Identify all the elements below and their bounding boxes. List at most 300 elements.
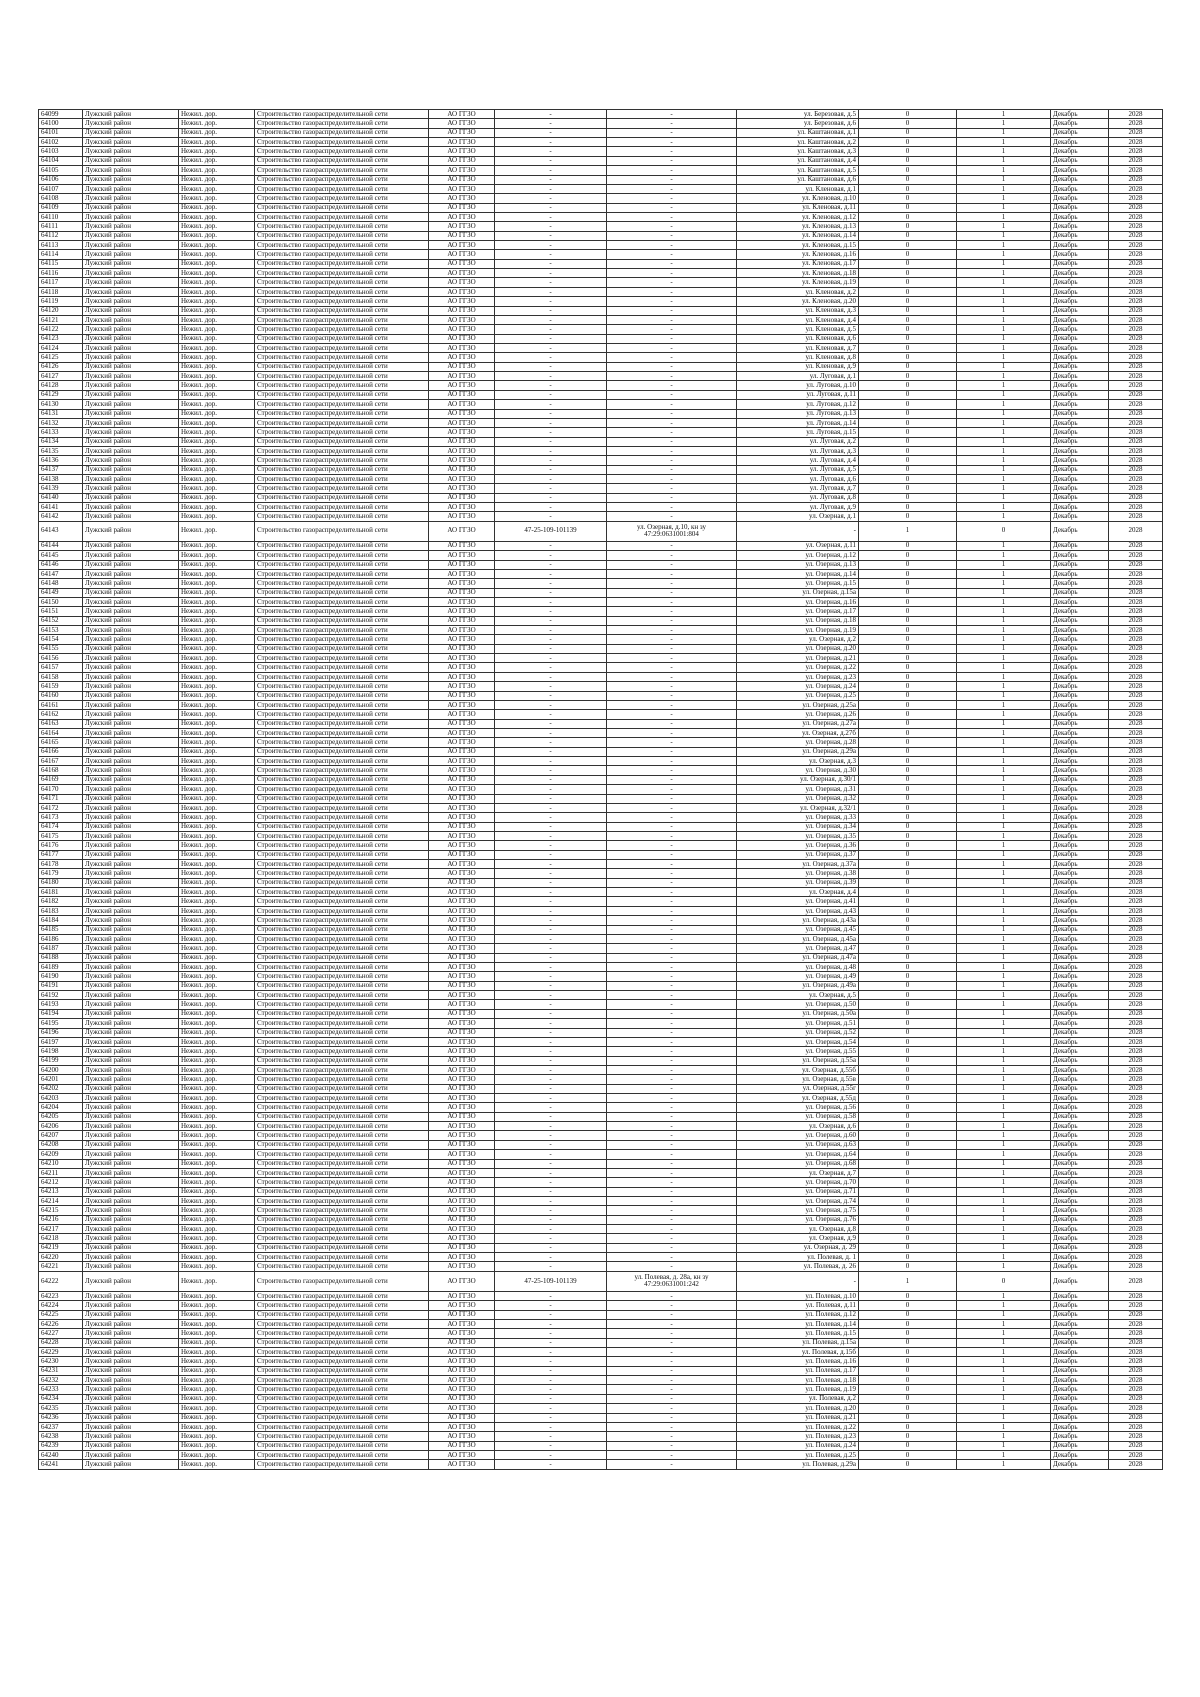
month-cell: Декабрь: [1051, 1103, 1109, 1112]
table-row: [39, 635, 1163, 644]
value-b-cell: 1: [957, 1019, 1051, 1028]
cadastral-cell: -: [607, 446, 737, 455]
month-cell: Декабрь: [1051, 803, 1109, 812]
work-type-cell: Строительство газораспределительной сети: [255, 512, 429, 521]
address-cell: ул. Луговая, д.3: [737, 446, 859, 455]
cadastral-cell: -: [607, 1243, 737, 1252]
value-a-cell: 0: [859, 1140, 957, 1149]
district-cell: Лужский район: [83, 1376, 179, 1385]
organization-cell: АО ГГЗО: [429, 1413, 495, 1422]
value-a-cell: 1: [859, 521, 957, 541]
month-cell: Декабрь: [1051, 166, 1109, 175]
value-b-cell: 1: [957, 315, 1051, 324]
row-id-cell: 64218: [39, 1234, 83, 1243]
year-cell: 2028: [1109, 428, 1163, 437]
value-a-cell: 0: [859, 766, 957, 775]
month-cell: Декабрь: [1051, 409, 1109, 418]
month-cell: Декабрь: [1051, 1329, 1109, 1338]
address-cell: ул. Озерная, д.60: [737, 1131, 859, 1140]
code-cell: -: [495, 962, 607, 971]
organization-cell: АО ГГЗО: [429, 343, 495, 352]
table-row: [39, 353, 1163, 362]
month-cell: Декабрь: [1051, 635, 1109, 644]
table-row: [39, 860, 1163, 869]
value-b-cell: 1: [957, 841, 1051, 850]
month-cell: Декабрь: [1051, 588, 1109, 597]
month-cell: Декабрь: [1051, 962, 1109, 971]
code-cell: -: [495, 278, 607, 287]
district-cell: Лужский район: [83, 521, 179, 541]
category-cell: Нежил. дор.: [179, 269, 255, 278]
row-id-cell: 64102: [39, 138, 83, 147]
code-cell: -: [495, 156, 607, 165]
year-cell: 2028: [1109, 635, 1163, 644]
month-cell: Декабрь: [1051, 1301, 1109, 1310]
month-cell: Декабрь: [1051, 579, 1109, 588]
cadastral-cell: -: [607, 1404, 737, 1413]
month-cell: Декабрь: [1051, 691, 1109, 700]
month-cell: Декабрь: [1051, 475, 1109, 484]
work-type-cell: Строительство газораспределительной сети: [255, 579, 429, 588]
year-cell: 2028: [1109, 1178, 1163, 1187]
month-cell: Декабрь: [1051, 1206, 1109, 1215]
row-id-cell: 64182: [39, 897, 83, 906]
work-type-cell: Строительство газораспределительной сети: [255, 156, 429, 165]
address-cell: ул. Озерная, д.32/1: [737, 803, 859, 812]
code-cell: -: [495, 1422, 607, 1431]
row-id-cell: 64184: [39, 916, 83, 925]
category-cell: Нежил. дор.: [179, 1187, 255, 1196]
month-cell: Декабрь: [1051, 1357, 1109, 1366]
table-row: [39, 156, 1163, 165]
district-cell: Лужский район: [83, 551, 179, 560]
month-cell: Декабрь: [1051, 747, 1109, 756]
organization-cell: АО ГГЗО: [429, 1262, 495, 1271]
value-b-cell: 1: [957, 166, 1051, 175]
table-row: [39, 362, 1163, 371]
cadastral-cell: -: [607, 644, 737, 653]
code-cell: -: [495, 691, 607, 700]
year-cell: 2028: [1109, 897, 1163, 906]
value-a-cell: 0: [859, 1094, 957, 1103]
month-cell: Декабрь: [1051, 390, 1109, 399]
row-id-cell: 64135: [39, 446, 83, 455]
work-type-cell: Строительство газораспределительной сети: [255, 484, 429, 493]
address-cell: ул. Озерная, д.9: [737, 1234, 859, 1243]
cadastral-cell: -: [607, 1460, 737, 1469]
table-row: [39, 906, 1163, 915]
address-cell: ул. Луговая, д.5: [737, 465, 859, 474]
table-row: [39, 738, 1163, 747]
row-id-cell: 64155: [39, 644, 83, 653]
row-id-cell: 64209: [39, 1150, 83, 1159]
value-b-cell: 1: [957, 325, 1051, 334]
district-cell: Лужский район: [83, 1056, 179, 1065]
row-id-cell: 64165: [39, 738, 83, 747]
row-id-cell: 64151: [39, 607, 83, 616]
organization-cell: АО ГГЗО: [429, 1404, 495, 1413]
work-type-cell: Строительство газораспределительной сети: [255, 785, 429, 794]
table-row: [39, 1150, 1163, 1159]
year-cell: 2028: [1109, 1019, 1163, 1028]
work-type-cell: Строительство газораспределительной сети: [255, 287, 429, 296]
category-cell: Нежил. дор.: [179, 682, 255, 691]
organization-cell: АО ГГЗО: [429, 409, 495, 418]
cadastral-cell: -: [607, 119, 737, 128]
address-cell: ул. Луговая, д.2: [737, 437, 859, 446]
code-cell: -: [495, 175, 607, 184]
organization-cell: АО ГГЗО: [429, 175, 495, 184]
code-cell: -: [495, 1159, 607, 1168]
address-cell: ул. Березовая, д.5: [737, 110, 859, 119]
work-type-cell: Строительство газораспределительной сети: [255, 1376, 429, 1385]
cadastral-cell: -: [607, 1338, 737, 1347]
cadastral-cell: -: [607, 719, 737, 728]
month-cell: Декабрь: [1051, 663, 1109, 672]
value-a-cell: 0: [859, 110, 957, 119]
month-cell: Декабрь: [1051, 1122, 1109, 1131]
organization-cell: АО ГГЗО: [429, 119, 495, 128]
row-id-cell: 64114: [39, 250, 83, 259]
cadastral-cell: -: [607, 794, 737, 803]
cadastral-cell: -: [607, 897, 737, 906]
value-b-cell: 1: [957, 409, 1051, 418]
table-row: [39, 1348, 1163, 1357]
code-cell: -: [495, 315, 607, 324]
year-cell: 2028: [1109, 362, 1163, 371]
district-cell: Лужский район: [83, 607, 179, 616]
address-cell: ул. Полевая, д.15: [737, 1329, 859, 1338]
row-id-cell: 64149: [39, 588, 83, 597]
value-b-cell: 1: [957, 953, 1051, 962]
category-cell: Нежил. дор.: [179, 1271, 255, 1291]
district-cell: Лужский район: [83, 503, 179, 512]
category-cell: Нежил. дор.: [179, 446, 255, 455]
district-cell: Лужский район: [83, 353, 179, 362]
category-cell: Нежил. дор.: [179, 250, 255, 259]
organization-cell: АО ГГЗО: [429, 1019, 495, 1028]
value-a-cell: 0: [859, 1196, 957, 1205]
code-cell: -: [495, 588, 607, 597]
value-b-cell: 1: [957, 503, 1051, 512]
row-id-cell: 64170: [39, 785, 83, 794]
category-cell: Нежил. дор.: [179, 456, 255, 465]
value-a-cell: 0: [859, 738, 957, 747]
address-cell: -: [737, 521, 859, 541]
row-id-cell: 64187: [39, 944, 83, 953]
row-id-cell: 64125: [39, 353, 83, 362]
code-cell: -: [495, 1262, 607, 1271]
category-cell: Нежил. дор.: [179, 334, 255, 343]
work-type-cell: Строительство газораспределительной сети: [255, 110, 429, 119]
district-cell: Лужский район: [83, 1262, 179, 1271]
row-id-cell: 64186: [39, 934, 83, 943]
organization-cell: АО ГГЗО: [429, 1385, 495, 1394]
table-row: [39, 231, 1163, 240]
organization-cell: АО ГГЗО: [429, 456, 495, 465]
table-row: [39, 672, 1163, 681]
organization-cell: АО ГГЗО: [429, 700, 495, 709]
value-b-cell: 1: [957, 551, 1051, 560]
organization-cell: АО ГГЗО: [429, 588, 495, 597]
value-b-cell: 1: [957, 654, 1051, 663]
year-cell: 2028: [1109, 747, 1163, 756]
year-cell: 2028: [1109, 175, 1163, 184]
code-cell: -: [495, 1065, 607, 1074]
cadastral-cell: -: [607, 1450, 737, 1459]
row-id-cell: 64131: [39, 409, 83, 418]
district-cell: Лужский район: [83, 850, 179, 859]
month-cell: Декабрь: [1051, 1084, 1109, 1093]
category-cell: Нежил. дор.: [179, 1019, 255, 1028]
category-cell: Нежил. дор.: [179, 1131, 255, 1140]
value-b-cell: 1: [957, 484, 1051, 493]
work-type-cell: Строительство газораспределительной сети: [255, 269, 429, 278]
cadastral-cell: -: [607, 297, 737, 306]
work-type-cell: Строительство газораспределительной сети: [255, 1103, 429, 1112]
work-type-cell: Строительство газораспределительной сети: [255, 1131, 429, 1140]
organization-cell: АО ГГЗО: [429, 184, 495, 193]
table-row: [39, 1329, 1163, 1338]
category-cell: Нежил. дор.: [179, 831, 255, 840]
code-cell: -: [495, 241, 607, 250]
category-cell: Нежил. дор.: [179, 241, 255, 250]
organization-cell: АО ГГЗО: [429, 1187, 495, 1196]
district-cell: Лужский район: [83, 1319, 179, 1328]
code-cell: -: [495, 1450, 607, 1459]
code-cell: -: [495, 729, 607, 738]
address-cell: ул. Каштановая, д.5: [737, 166, 859, 175]
code-cell: -: [495, 635, 607, 644]
address-cell: ул. Озерная, д.55а: [737, 1056, 859, 1065]
address-cell: ул. Кленовая, д.18: [737, 269, 859, 278]
year-cell: 2028: [1109, 906, 1163, 915]
organization-cell: АО ГГЗО: [429, 222, 495, 231]
code-cell: -: [495, 906, 607, 915]
address-cell: ул. Озерная, д.7: [737, 1168, 859, 1177]
address-cell: ул. Кленовая, д.2: [737, 287, 859, 296]
row-id-cell: 64215: [39, 1206, 83, 1215]
year-cell: 2028: [1109, 785, 1163, 794]
value-a-cell: 0: [859, 231, 957, 240]
address-cell: ул. Полевая, д.29а: [737, 1460, 859, 1469]
organization-cell: АО ГГЗО: [429, 1319, 495, 1328]
organization-cell: АО ГГЗО: [429, 390, 495, 399]
value-b-cell: 1: [957, 1460, 1051, 1469]
value-b-cell: 1: [957, 372, 1051, 381]
value-b-cell: 1: [957, 128, 1051, 137]
code-cell: -: [495, 1357, 607, 1366]
district-cell: Лужский район: [83, 1131, 179, 1140]
value-a-cell: 0: [859, 493, 957, 502]
month-cell: Декабрь: [1051, 906, 1109, 915]
organization-cell: АО ГГЗО: [429, 541, 495, 550]
value-b-cell: 1: [957, 813, 1051, 822]
organization-cell: АО ГГЗО: [429, 1122, 495, 1131]
value-a-cell: 0: [859, 1178, 957, 1187]
value-a-cell: 0: [859, 607, 957, 616]
code-cell: -: [495, 560, 607, 569]
address-cell: ул. Полевая, д.19: [737, 1385, 859, 1394]
value-b-cell: 1: [957, 1329, 1051, 1338]
district-cell: Лужский район: [83, 231, 179, 240]
table-row: [39, 269, 1163, 278]
table-row: [39, 729, 1163, 738]
district-cell: Лужский район: [83, 381, 179, 390]
code-cell: -: [495, 710, 607, 719]
table-row: [39, 1338, 1163, 1347]
category-cell: Нежил. дор.: [179, 465, 255, 474]
month-cell: Декабрь: [1051, 869, 1109, 878]
month-cell: Декабрь: [1051, 1338, 1109, 1347]
table-row: [39, 147, 1163, 156]
category-cell: Нежил. дор.: [179, 1253, 255, 1262]
category-cell: Нежил. дор.: [179, 1262, 255, 1271]
month-cell: Декабрь: [1051, 1310, 1109, 1319]
category-cell: Нежил. дор.: [179, 1140, 255, 1149]
year-cell: 2028: [1109, 503, 1163, 512]
table-row: [39, 166, 1163, 175]
organization-cell: АО ГГЗО: [429, 1047, 495, 1056]
value-a-cell: 0: [859, 850, 957, 859]
year-cell: 2028: [1109, 212, 1163, 221]
category-cell: Нежил. дор.: [179, 1301, 255, 1310]
work-type-cell: Строительство газораспределительной сети: [255, 1394, 429, 1403]
work-type-cell: Строительство газораспределительной сети: [255, 541, 429, 550]
address-cell: ул. Луговая, д.4: [737, 456, 859, 465]
cadastral-cell: -: [607, 1234, 737, 1243]
month-cell: Декабрь: [1051, 710, 1109, 719]
code-cell: -: [495, 1094, 607, 1103]
work-type-cell: Строительство газораспределительной сети: [255, 1178, 429, 1187]
year-cell: 2028: [1109, 184, 1163, 193]
organization-cell: АО ГГЗО: [429, 991, 495, 1000]
code-cell: -: [495, 1319, 607, 1328]
cadastral-cell: -: [607, 607, 737, 616]
value-a-cell: 0: [859, 1112, 957, 1121]
organization-cell: АО ГГЗО: [429, 353, 495, 362]
address-cell: ул. Озерная, д.23: [737, 672, 859, 681]
category-cell: Нежил. дор.: [179, 306, 255, 315]
year-cell: 2028: [1109, 1329, 1163, 1338]
row-id-cell: 64205: [39, 1112, 83, 1121]
value-b-cell: 1: [957, 794, 1051, 803]
month-cell: Декабрь: [1051, 897, 1109, 906]
organization-cell: АО ГГЗО: [429, 362, 495, 371]
table-row: [39, 465, 1163, 474]
row-id-cell: 64101: [39, 128, 83, 137]
category-cell: Нежил. дор.: [179, 428, 255, 437]
value-b-cell: 1: [957, 1168, 1051, 1177]
code-cell: -: [495, 325, 607, 334]
month-cell: Декабрь: [1051, 991, 1109, 1000]
row-id-cell: 64100: [39, 119, 83, 128]
address-cell: ул. Озерная, д.48: [737, 962, 859, 971]
address-cell: ул. Полевая, д.15б: [737, 1348, 859, 1357]
row-id-cell: 64240: [39, 1450, 83, 1459]
district-cell: Лужский район: [83, 343, 179, 352]
address-cell: ул. Озерная, д.54: [737, 1037, 859, 1046]
table-row: [39, 747, 1163, 756]
month-cell: Декабрь: [1051, 654, 1109, 663]
year-cell: 2028: [1109, 934, 1163, 943]
code-cell: -: [495, 991, 607, 1000]
cadastral-cell: -: [607, 1084, 737, 1093]
code-cell: -: [495, 334, 607, 343]
table-row: [39, 110, 1163, 119]
cadastral-cell: -: [607, 916, 737, 925]
value-a-cell: 0: [859, 241, 957, 250]
work-type-cell: Строительство газораспределительной сети: [255, 700, 429, 709]
district-cell: Лужский район: [83, 962, 179, 971]
table-row: [39, 644, 1163, 653]
district-cell: Лужский район: [83, 484, 179, 493]
district-cell: Лужский район: [83, 541, 179, 550]
category-cell: Нежил. дор.: [179, 119, 255, 128]
value-b-cell: 1: [957, 1291, 1051, 1300]
value-b-cell: 1: [957, 1432, 1051, 1441]
category-cell: Нежил. дор.: [179, 1422, 255, 1431]
row-id-cell: 64199: [39, 1056, 83, 1065]
cadastral-cell: -: [607, 1178, 737, 1187]
month-cell: Декабрь: [1051, 1075, 1109, 1084]
district-cell: Лужский район: [83, 1422, 179, 1431]
value-a-cell: 0: [859, 944, 957, 953]
category-cell: Нежил. дор.: [179, 953, 255, 962]
value-b-cell: 1: [957, 1196, 1051, 1205]
cadastral-cell: -: [607, 635, 737, 644]
code-cell: -: [495, 1338, 607, 1347]
value-a-cell: 0: [859, 269, 957, 278]
value-a-cell: 0: [859, 757, 957, 766]
work-type-cell: Строительство газораспределительной сети: [255, 465, 429, 474]
row-id-cell: 64164: [39, 729, 83, 738]
row-id-cell: 64195: [39, 1019, 83, 1028]
cadastral-cell: -: [607, 1262, 737, 1271]
district-cell: Лужский район: [83, 616, 179, 625]
address-cell: ул. Озерная, д.33: [737, 813, 859, 822]
code-cell: -: [495, 1385, 607, 1394]
district-cell: Лужский район: [83, 1103, 179, 1112]
organization-cell: АО ГГЗО: [429, 775, 495, 784]
address-cell: ул. Кленовая, д.10: [737, 194, 859, 203]
organization-cell: АО ГГЗО: [429, 418, 495, 427]
cadastral-cell: -: [607, 1047, 737, 1056]
month-cell: Декабрь: [1051, 1056, 1109, 1065]
district-cell: Лужский район: [83, 775, 179, 784]
table-row: [39, 626, 1163, 635]
value-a-cell: 0: [859, 1460, 957, 1469]
year-cell: 2028: [1109, 1196, 1163, 1205]
district-cell: Лужский район: [83, 110, 179, 119]
month-cell: Декабрь: [1051, 1385, 1109, 1394]
year-cell: 2028: [1109, 607, 1163, 616]
code-cell: -: [495, 579, 607, 588]
work-type-cell: Строительство газораспределительной сети: [255, 1037, 429, 1046]
table-row: [39, 1047, 1163, 1056]
organization-cell: АО ГГЗО: [429, 1028, 495, 1037]
code-cell: -: [495, 1394, 607, 1403]
address-cell: ул. Полевая, д.14: [737, 1319, 859, 1328]
organization-cell: АО ГГЗО: [429, 1037, 495, 1046]
code-cell: -: [495, 1310, 607, 1319]
district-cell: Лужский район: [83, 569, 179, 578]
value-a-cell: 0: [859, 1291, 957, 1300]
month-cell: Декабрь: [1051, 981, 1109, 990]
value-a-cell: 0: [859, 1009, 957, 1018]
address-cell: ул. Озерная, д.6: [737, 1122, 859, 1131]
category-cell: Нежил. дор.: [179, 1366, 255, 1375]
